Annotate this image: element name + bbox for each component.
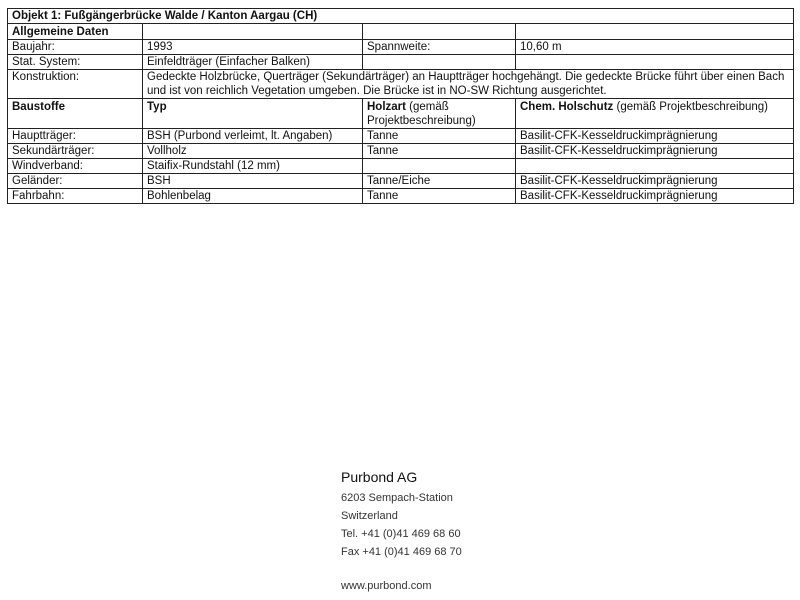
system-row (8, 55, 794, 70)
holzschutz-header-note: (gemäß Projektbeschreibung) (613, 101, 768, 113)
material-part: Geländer: (8, 174, 143, 189)
holzart-header-note: (gemäß Projektbeschreibung) (367, 101, 476, 127)
holzart-header-bold: Holzart (367, 101, 406, 113)
material-holzart (363, 159, 516, 174)
title-row (8, 9, 794, 24)
material-typ: Bohlenbelag (143, 189, 363, 204)
company-address: 6203 Sempach-Station (341, 492, 453, 504)
material-schutz (516, 159, 794, 174)
material-schutz: Basilit-CFK-Kesseldruckimprägnierung (516, 189, 794, 204)
object-title: Objekt 1: Fußgängerbrücke Walde / Kanton Aargau (CH) (8, 9, 794, 24)
konstruktion-label: Konstruktion: (8, 70, 143, 99)
general-header-row (8, 24, 794, 40)
general-data-heading: Allgemeine Daten (8, 24, 143, 40)
baustoffe-header: Baustoffe (8, 99, 143, 129)
material-row (8, 189, 794, 204)
material-part: Sekundärträger: (8, 144, 143, 159)
material-row (8, 159, 794, 174)
system-value: Einfeldträger (Einfacher Balken) (143, 55, 363, 70)
material-row (8, 174, 794, 189)
material-row (8, 129, 794, 144)
material-holzart: Tanne (363, 189, 516, 204)
material-part: Windverband: (8, 159, 143, 174)
holzschutz-header (516, 99, 794, 129)
material-holzart: Tanne (363, 144, 516, 159)
material-part: Hauptträger: (8, 129, 143, 144)
material-schutz: Basilit-CFK-Kesseldruckimprägnierung (516, 129, 794, 144)
material-schutz: Basilit-CFK-Kesseldruckimprägnierung (516, 174, 794, 189)
holzart-header (363, 99, 516, 129)
material-typ: BSH (Purbond verleimt, lt. Angaben) (143, 129, 363, 144)
company-country: Switzerland (341, 510, 398, 522)
material-typ: Vollholz (143, 144, 363, 159)
company-fax: Fax +41 (0)41 469 68 70 (341, 546, 462, 558)
spannweite-label: Spannweite: (363, 40, 516, 55)
material-holzart: Tanne (363, 129, 516, 144)
material-typ: Staifix-Rundstahl (12 mm) (143, 159, 363, 174)
baujahr-value: 1993 (143, 40, 363, 55)
empty-cell (516, 24, 794, 40)
company-footer (341, 468, 462, 595)
empty-cell (363, 24, 516, 40)
empty-cell (363, 55, 516, 70)
company-phone: Tel. +41 (0)41 469 68 60 (341, 528, 461, 540)
material-typ: BSH (143, 174, 363, 189)
system-label: Stat. System: (8, 55, 143, 70)
holzschutz-header-bold: Chem. Holschutz (520, 101, 614, 113)
material-part: Fahrbahn: (8, 189, 143, 204)
material-row (8, 144, 794, 159)
konstruktion-value: Gedeckte Holzbrücke, Querträger (Sekundärträger) an Hauptträger hochgehängt. Die gedeckte Brücke führt über einen Bach und ist von reichlich Vegetation umgeben. Die Brücke ist in NO-SW Richtung ausgerichtet. (143, 70, 794, 99)
baujahr-label: Baujahr: (8, 40, 143, 55)
materials-header-row (8, 99, 794, 129)
material-schutz: Basilit-CFK-Kesseldruckimprägnierung (516, 144, 794, 159)
footer-spacer (341, 561, 462, 577)
spannweite-value: 10,60 m (516, 40, 794, 55)
typ-header: Typ (143, 99, 363, 129)
konstruktion-row (8, 70, 794, 99)
company-name: Purbond AG (341, 469, 418, 485)
company-website[interactable]: www.purbond.com (341, 580, 432, 592)
empty-cell (516, 55, 794, 70)
bridge-data-table (7, 8, 794, 204)
baujahr-row (8, 40, 794, 55)
empty-cell (143, 24, 363, 40)
material-holzart: Tanne/Eiche (363, 174, 516, 189)
